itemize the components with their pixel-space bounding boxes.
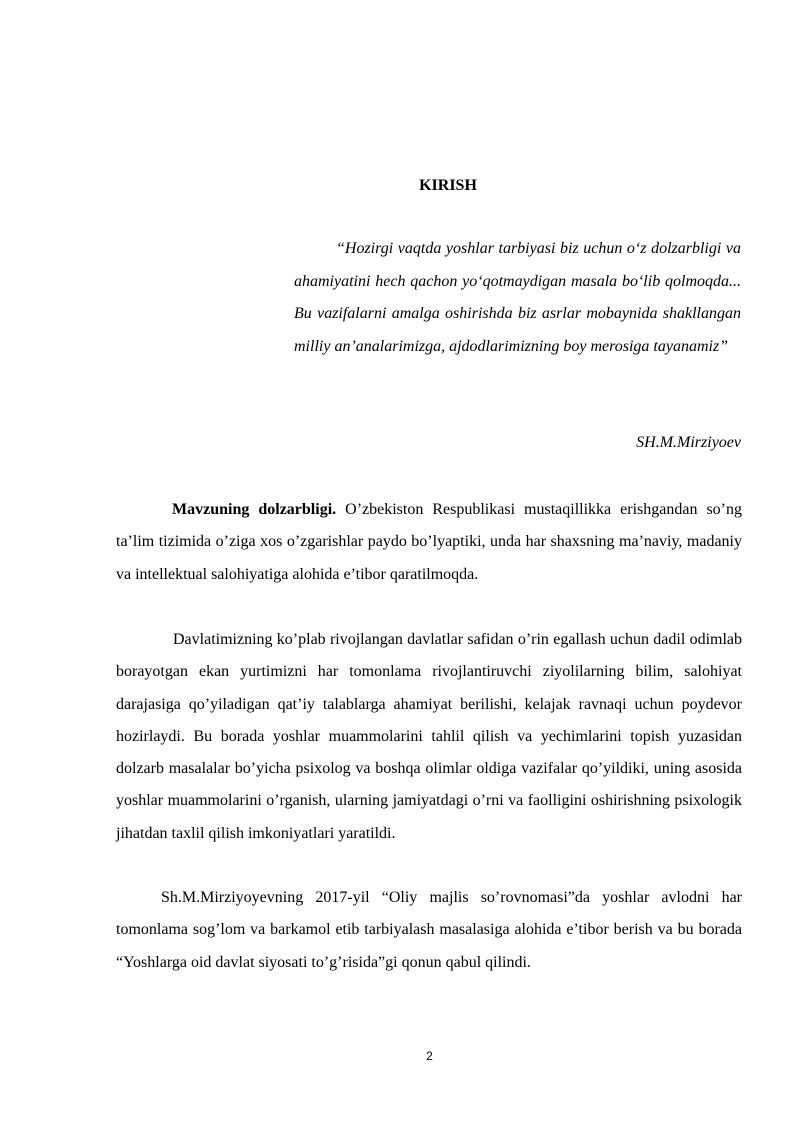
paragraph-youth-policy: Sh.M.Mirziyoyevning 2017-yil “Oliy majlis so’rovnomasi”da yoshlar avlodni har tomonlama sog’lom va barkamol etib tarbiyalash masalasiga alohida e’tibor berish va bu borada “Yoshlarga oid davlat siyosati to’g’risida”gi qonun qabul qilindi. [116, 889, 742, 971]
paragraph-lead-heading: Mavzuning dolzarbligi. [172, 501, 337, 518]
section-title: KIRISH [419, 177, 477, 194]
paragraph-state-development: Davlatimizning ko’plab rivojlangan davlatlar safidan o’rin egallash uchun dadil odimlab borayotgan ekan yurtimizni har tomonlama rivojlantiruvchi ziyolilarning bilim, salohiyat darajasiga qo’yiladigan qat’iy talablarga ahamiyat berilishi, kelajak ravnaqi uchun poydevor hozirlaydi. Bu borada yoshlar muammolarini tahlil qilish va yechimlarini topish yuzasidan dolzarb masalalar bo’yicha psixolog va boshqa olimlar oldiga vazifalar qo’yildiki, uning asosida yoshlar muammolarini o’rganish, ularning jamiyatdagi o’rni va faolligini oshirishning psixologik jihatdan taxlil qilish imkoniyatlari yaratildi. [116, 631, 742, 842]
paragraph-relevance [116, 494, 742, 591]
page-number: 2 [426, 1049, 433, 1063]
paragraph-text: O’zbekiston Respublikasi mustaqillikka erishgandan so’ng ta’lim tizimida o’ziga xos o’zgarishlar paydo bo’lyaptiki, unda har shaxsning ma’naviy, madaniy va intellektual salohiyatiga alohida e’tibor qaratilmoqda. [116, 501, 743, 583]
epigraph-quote: “Hozirgi vaqtda yoshlar tarbiyasi biz uchun o‘z dolzarbligi va ahamiyatini hech qachon yo‘qotmaydigan masala bo‘lib qolmoqda... Bu vazifalarni amalga oshirishda biz asrlar mobaynida shakllangan milliy an’analarimizga, ajdodlarimizning boy merosiga tayanamiz” [294, 240, 741, 355]
epigraph-author: SH.M.Mirziyoev [636, 434, 741, 451]
